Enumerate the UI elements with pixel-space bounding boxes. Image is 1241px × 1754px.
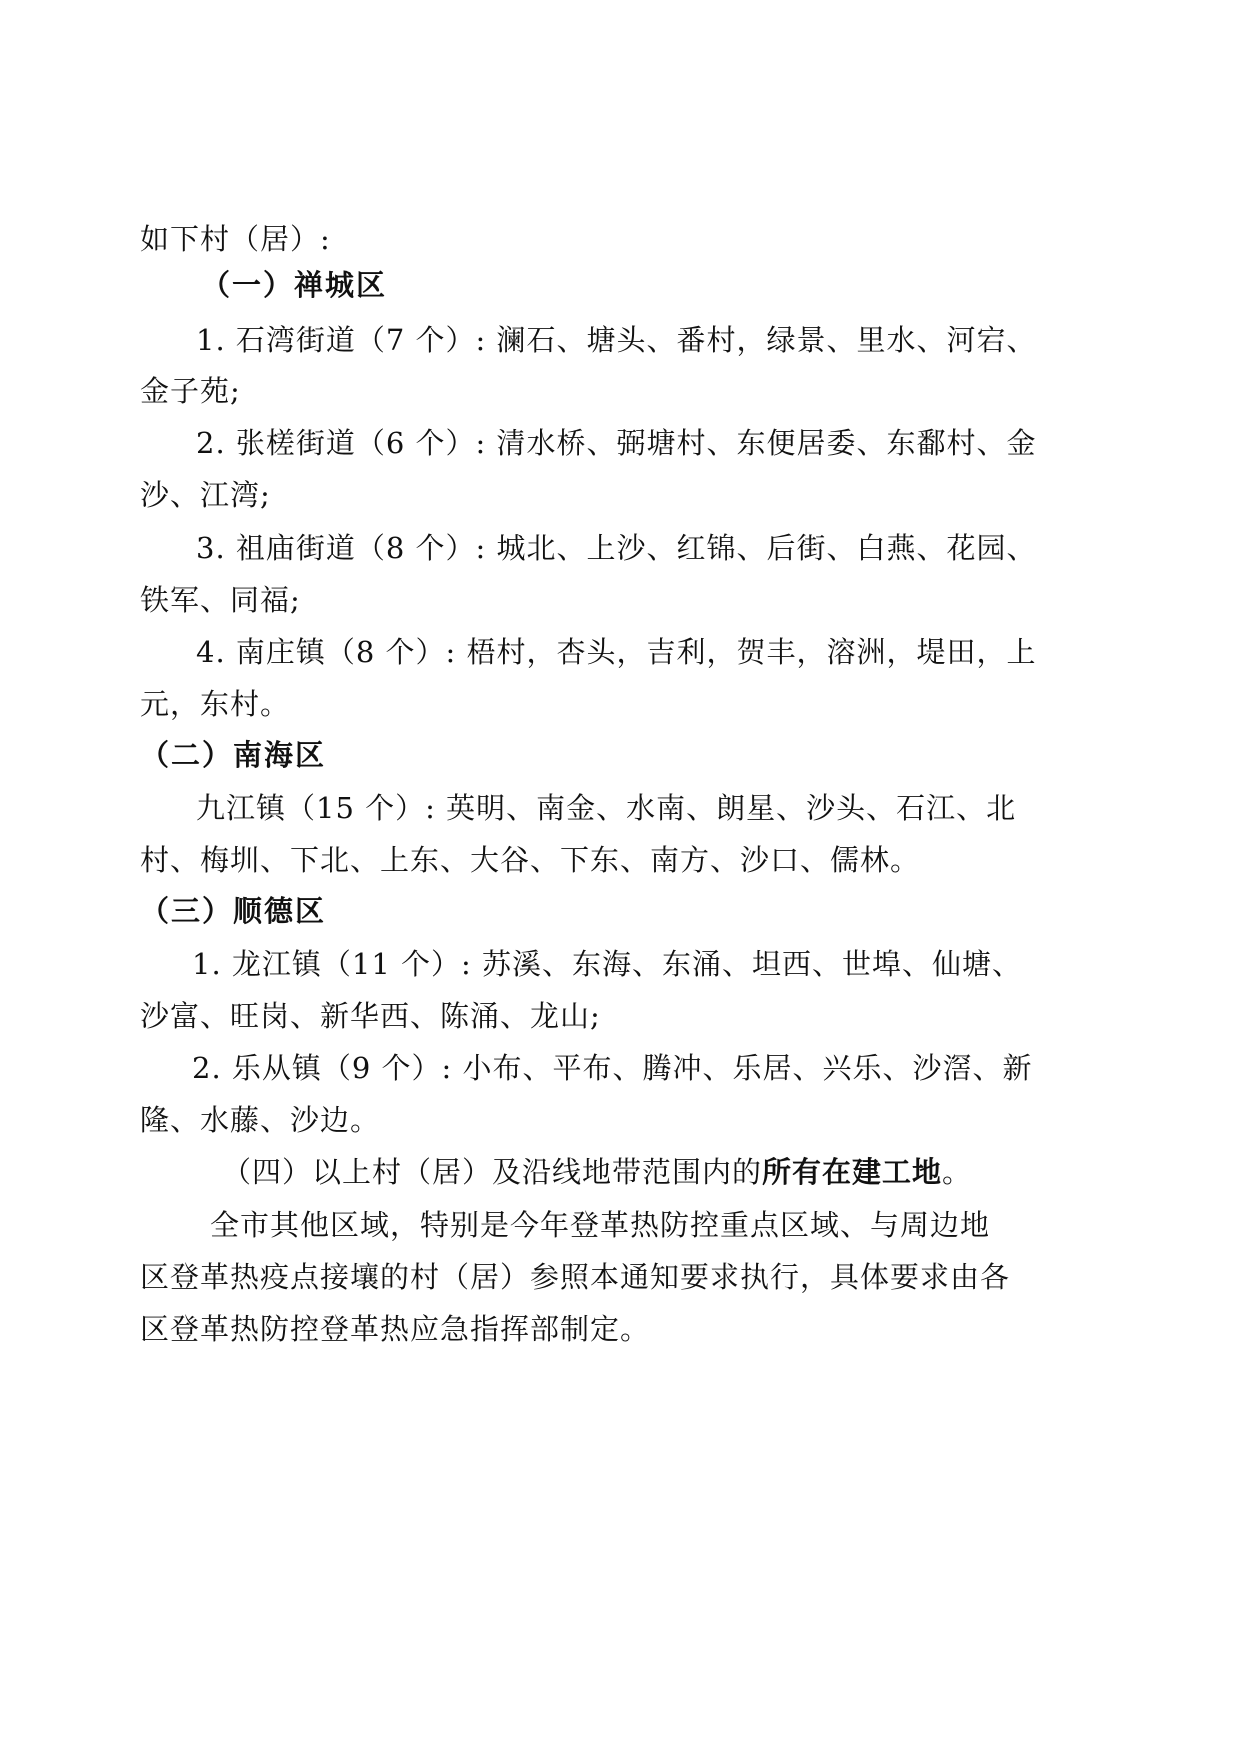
section-heading-nanhai: （二）南海区 <box>140 738 327 772</box>
intro-line: 如下村（居）: <box>140 222 331 256</box>
list-item-shiwan-cont: 金子苑; <box>140 374 241 408</box>
list-item-lecong-cont: 隆、水藤、沙边。 <box>140 1103 381 1137</box>
list-item-zhangcha-cont: 沙、江湾; <box>140 478 271 512</box>
list-item-jiujiang-cont: 村、梅圳、下北、上东、大谷、下东、南方、沙口、儒林。 <box>140 843 921 877</box>
section-four-text: （四）以上村（居）及沿线地带范围内的 <box>222 1155 763 1189</box>
closing-paragraph-line-2: 区登革热疫点接壤的村（居）参照本通知要求执行，具体要求由各 <box>140 1260 1011 1294</box>
list-item-nanzhuang-cont: 元，东村。 <box>140 687 291 721</box>
list-item-shiwan: 1. 石湾街道（7 个）: 澜石、塘头、番村，绿景、里水、河宕、 <box>196 323 1037 357</box>
closing-paragraph-line-1: 全市其他区域，特别是今年登革热防控重点区域、与周边地 <box>210 1208 991 1242</box>
list-item-zumiao-cont: 铁军、同福; <box>140 583 301 617</box>
section-heading-chancheng: （一）禅城区 <box>201 268 388 302</box>
closing-paragraph-line-3: 区登革热防控登革热应急指挥部制定。 <box>140 1312 651 1346</box>
section-heading-shunde: （三）顺德区 <box>140 894 327 928</box>
list-item-zumiao: 3. 祖庙街道（8 个）: 城北、上沙、红锦、后街、白燕、花园、 <box>196 531 1037 565</box>
section-four-period: 。 <box>942 1155 973 1189</box>
list-item-lecong: 2. 乐从镇（9 个）: 小布、平布、腾冲、乐居、兴乐、沙滘、新 <box>192 1051 1033 1085</box>
list-item-nanzhuang: 4. 南庄镇（8 个）: 梧村，杏头，吉利，贺丰，溶洲，堤田，上 <box>196 635 1037 669</box>
list-item-longjiang: 1. 龙江镇（11 个）: 苏溪、东海、东涌、坦西、世埠、仙塘、 <box>192 947 1022 981</box>
section-four-line <box>222 1152 972 1192</box>
list-item-zhangcha: 2. 张槎街道（6 个）: 清水桥、弼塘村、东便居委、东鄱村、金 <box>196 426 1037 460</box>
list-item-jiujiang: 九江镇（15 个）: 英明、南金、水南、朗星、沙头、石江、北 <box>196 791 1017 825</box>
list-item-longjiang-cont: 沙富、旺岗、新华西、陈涌、龙山; <box>140 999 601 1033</box>
emphasis-construction-sites: 所有在建工地 <box>762 1155 943 1189</box>
